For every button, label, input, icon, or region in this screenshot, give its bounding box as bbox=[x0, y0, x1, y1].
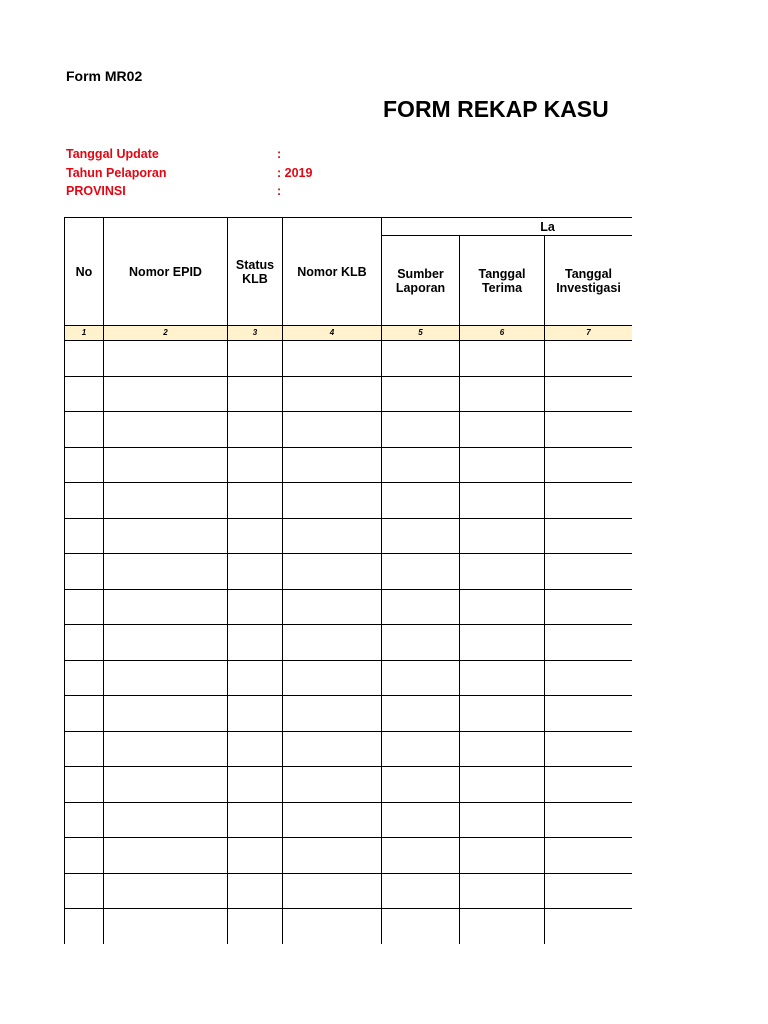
table-cell[interactable] bbox=[228, 625, 283, 661]
table-cell[interactable] bbox=[104, 518, 228, 554]
column-header-sumber-laporan bbox=[382, 236, 460, 326]
table-cell[interactable] bbox=[65, 376, 104, 412]
table-cell[interactable] bbox=[545, 376, 633, 412]
table-row bbox=[65, 731, 633, 767]
table-cell[interactable] bbox=[283, 376, 382, 412]
column-index: 1 bbox=[65, 326, 104, 341]
table-cell[interactable] bbox=[283, 802, 382, 838]
table-cell[interactable] bbox=[228, 518, 283, 554]
table-cell[interactable] bbox=[65, 696, 104, 732]
table-cell[interactable] bbox=[228, 483, 283, 519]
table-cell[interactable] bbox=[382, 625, 460, 661]
column-header-no bbox=[65, 218, 104, 326]
table-cell[interactable] bbox=[460, 483, 545, 519]
table-cell[interactable] bbox=[228, 376, 283, 412]
table-cell[interactable] bbox=[382, 589, 460, 625]
table-row bbox=[65, 589, 633, 625]
table-cell[interactable] bbox=[382, 518, 460, 554]
table-row bbox=[65, 660, 633, 696]
page-title: FORM REKAP KASU bbox=[383, 96, 609, 122]
table-cell[interactable] bbox=[283, 838, 382, 874]
table-cell[interactable] bbox=[283, 625, 382, 661]
table-cell[interactable] bbox=[460, 731, 545, 767]
column-index: 5 bbox=[382, 326, 460, 341]
column-header-line: Investigasi bbox=[556, 280, 621, 295]
table-cell[interactable] bbox=[460, 376, 545, 412]
table-cell[interactable] bbox=[382, 412, 460, 448]
table-cell[interactable] bbox=[283, 341, 382, 377]
table-cell[interactable] bbox=[382, 802, 460, 838]
column-header-line: Laporan bbox=[395, 280, 446, 295]
table-cell[interactable] bbox=[382, 341, 460, 377]
meta-value[interactable]: : bbox=[277, 147, 282, 161]
column-header-line: Terima bbox=[481, 280, 523, 295]
table-cell[interactable] bbox=[65, 873, 104, 909]
table-cell[interactable] bbox=[65, 660, 104, 696]
table-cell[interactable] bbox=[104, 802, 228, 838]
column-header-nomor-epid bbox=[104, 218, 228, 326]
table-cell[interactable] bbox=[65, 554, 104, 590]
table-cell[interactable] bbox=[65, 483, 104, 519]
table-cell[interactable] bbox=[104, 660, 228, 696]
column-index: 4 bbox=[283, 326, 382, 341]
table-cell[interactable] bbox=[104, 838, 228, 874]
recap-table bbox=[64, 217, 632, 944]
column-header-status-klb bbox=[228, 218, 283, 326]
table-row bbox=[65, 696, 633, 732]
table-cell[interactable] bbox=[382, 376, 460, 412]
table-cell[interactable] bbox=[104, 731, 228, 767]
table-cell[interactable] bbox=[228, 802, 283, 838]
table-cell[interactable] bbox=[460, 767, 545, 803]
table-cell[interactable] bbox=[382, 767, 460, 803]
table-cell[interactable] bbox=[104, 767, 228, 803]
column-header-nomor-klb bbox=[283, 218, 382, 326]
column-header-tanggal-terima bbox=[460, 236, 545, 326]
table-cell[interactable] bbox=[460, 625, 545, 661]
table-cell[interactable] bbox=[460, 447, 545, 483]
table-row bbox=[65, 838, 633, 874]
table-cell[interactable] bbox=[545, 909, 633, 945]
table-cell[interactable] bbox=[460, 341, 545, 377]
table-cell[interactable] bbox=[228, 909, 283, 945]
table-cell[interactable] bbox=[104, 447, 228, 483]
table-cell[interactable] bbox=[460, 518, 545, 554]
column-index: 7 bbox=[545, 326, 633, 341]
table-cell[interactable] bbox=[545, 412, 633, 448]
table-row bbox=[65, 625, 633, 661]
column-header-tanggal-investigasi bbox=[545, 236, 633, 326]
table-cell[interactable] bbox=[545, 767, 633, 803]
table-cell[interactable] bbox=[65, 767, 104, 803]
column-header-line: Nomor KLB bbox=[297, 264, 367, 279]
table-cell[interactable] bbox=[65, 412, 104, 448]
table-cell[interactable] bbox=[283, 696, 382, 732]
table-row bbox=[65, 483, 633, 519]
table-cell[interactable] bbox=[228, 589, 283, 625]
table-cell[interactable] bbox=[65, 518, 104, 554]
table-cell[interactable] bbox=[460, 802, 545, 838]
column-header-line: KLB bbox=[242, 271, 268, 286]
table-cell[interactable] bbox=[228, 447, 283, 483]
table-cell[interactable] bbox=[283, 518, 382, 554]
table-cell[interactable] bbox=[228, 696, 283, 732]
meta-value[interactable]: : bbox=[277, 184, 282, 198]
table-cell[interactable] bbox=[104, 483, 228, 519]
column-header-line: Nomor EPID bbox=[129, 264, 202, 279]
table-cell[interactable] bbox=[228, 838, 283, 874]
table-row bbox=[65, 554, 633, 590]
table-cell[interactable] bbox=[382, 696, 460, 732]
table-cell[interactable] bbox=[460, 554, 545, 590]
table-cell[interactable] bbox=[65, 589, 104, 625]
table-row bbox=[65, 873, 633, 909]
table-cell[interactable] bbox=[283, 589, 382, 625]
table-cell[interactable] bbox=[460, 873, 545, 909]
table-cell[interactable] bbox=[65, 447, 104, 483]
meta-label: PROVINSI bbox=[66, 184, 126, 198]
table-cell[interactable] bbox=[104, 412, 228, 448]
table-cell[interactable] bbox=[104, 625, 228, 661]
table-cell[interactable] bbox=[545, 341, 633, 377]
table-cell[interactable] bbox=[460, 696, 545, 732]
table-cell[interactable] bbox=[65, 341, 104, 377]
table-cell[interactable] bbox=[228, 873, 283, 909]
table-cell[interactable] bbox=[382, 873, 460, 909]
table-cell[interactable] bbox=[65, 838, 104, 874]
table-cell[interactable] bbox=[104, 341, 228, 377]
table-cell[interactable] bbox=[283, 554, 382, 590]
table-cell[interactable] bbox=[460, 412, 545, 448]
table-cell[interactable] bbox=[545, 518, 633, 554]
table-cell[interactable] bbox=[283, 873, 382, 909]
table-cell[interactable] bbox=[545, 873, 633, 909]
table-cell[interactable] bbox=[545, 554, 633, 590]
table-cell[interactable] bbox=[104, 376, 228, 412]
table-cell[interactable] bbox=[104, 554, 228, 590]
column-header-line: Tanggal bbox=[565, 266, 612, 281]
group-header-row bbox=[65, 218, 633, 236]
table-cell[interactable] bbox=[228, 341, 283, 377]
table-cell[interactable] bbox=[104, 589, 228, 625]
table-cell[interactable] bbox=[382, 909, 460, 945]
table-cell[interactable] bbox=[460, 589, 545, 625]
table-cell[interactable] bbox=[65, 731, 104, 767]
table-cell[interactable] bbox=[545, 589, 633, 625]
table-row bbox=[65, 909, 633, 945]
table-row bbox=[65, 412, 633, 448]
meta-value[interactable]: : 2019 bbox=[277, 165, 313, 180]
table-row bbox=[65, 767, 633, 803]
table-cell[interactable] bbox=[104, 909, 228, 945]
table-cell[interactable] bbox=[545, 447, 633, 483]
column-index: 2 bbox=[104, 326, 228, 341]
table-cell[interactable] bbox=[545, 802, 633, 838]
column-header-line: No bbox=[75, 264, 93, 279]
table-cell[interactable] bbox=[382, 447, 460, 483]
table-cell[interactable] bbox=[228, 554, 283, 590]
table-cell[interactable] bbox=[283, 731, 382, 767]
table-cell[interactable] bbox=[65, 625, 104, 661]
table-cell[interactable] bbox=[382, 838, 460, 874]
meta-label: Tanggal Update bbox=[66, 147, 159, 161]
column-index: 6 bbox=[460, 326, 545, 341]
table-cell[interactable] bbox=[228, 412, 283, 448]
table-cell[interactable] bbox=[65, 909, 104, 945]
table-cell[interactable] bbox=[228, 731, 283, 767]
table-cell[interactable] bbox=[104, 696, 228, 732]
table-cell[interactable] bbox=[283, 909, 382, 945]
table-cell[interactable] bbox=[283, 660, 382, 696]
table-cell[interactable] bbox=[228, 767, 283, 803]
table-cell[interactable] bbox=[545, 660, 633, 696]
table-cell[interactable] bbox=[104, 873, 228, 909]
table-row bbox=[65, 802, 633, 838]
table-cell[interactable] bbox=[545, 625, 633, 661]
table-cell[interactable] bbox=[65, 802, 104, 838]
table-cell[interactable] bbox=[283, 447, 382, 483]
column-header-line: Status bbox=[235, 257, 275, 272]
table-cell[interactable] bbox=[460, 660, 545, 696]
table-cell[interactable] bbox=[283, 412, 382, 448]
table-cell[interactable] bbox=[460, 909, 545, 945]
table-row bbox=[65, 341, 633, 377]
table-cell[interactable] bbox=[283, 483, 382, 519]
column-header-line: Sumber bbox=[397, 266, 444, 281]
table-body bbox=[65, 341, 633, 945]
table-cell[interactable] bbox=[460, 838, 545, 874]
table-row bbox=[65, 376, 633, 412]
table-cell[interactable] bbox=[382, 660, 460, 696]
table-cell[interactable] bbox=[382, 483, 460, 519]
table-row bbox=[65, 447, 633, 483]
column-index: 3 bbox=[228, 326, 283, 341]
column-header-line: Tanggal bbox=[478, 266, 526, 281]
meta-label: Tahun Pelaporan bbox=[66, 165, 167, 180]
table-cell[interactable] bbox=[545, 696, 633, 732]
form-code: Form MR02 bbox=[66, 68, 143, 84]
table-row bbox=[65, 518, 633, 554]
table-cell[interactable] bbox=[545, 483, 633, 519]
table-cell[interactable] bbox=[545, 838, 633, 874]
recap-table-viewport bbox=[64, 217, 632, 944]
table-cell[interactable] bbox=[545, 731, 633, 767]
column-index-row bbox=[65, 326, 633, 341]
table-cell[interactable] bbox=[228, 660, 283, 696]
table-cell[interactable] bbox=[382, 731, 460, 767]
table-cell[interactable] bbox=[382, 554, 460, 590]
table-cell[interactable] bbox=[283, 767, 382, 803]
group-header: La bbox=[382, 218, 633, 236]
